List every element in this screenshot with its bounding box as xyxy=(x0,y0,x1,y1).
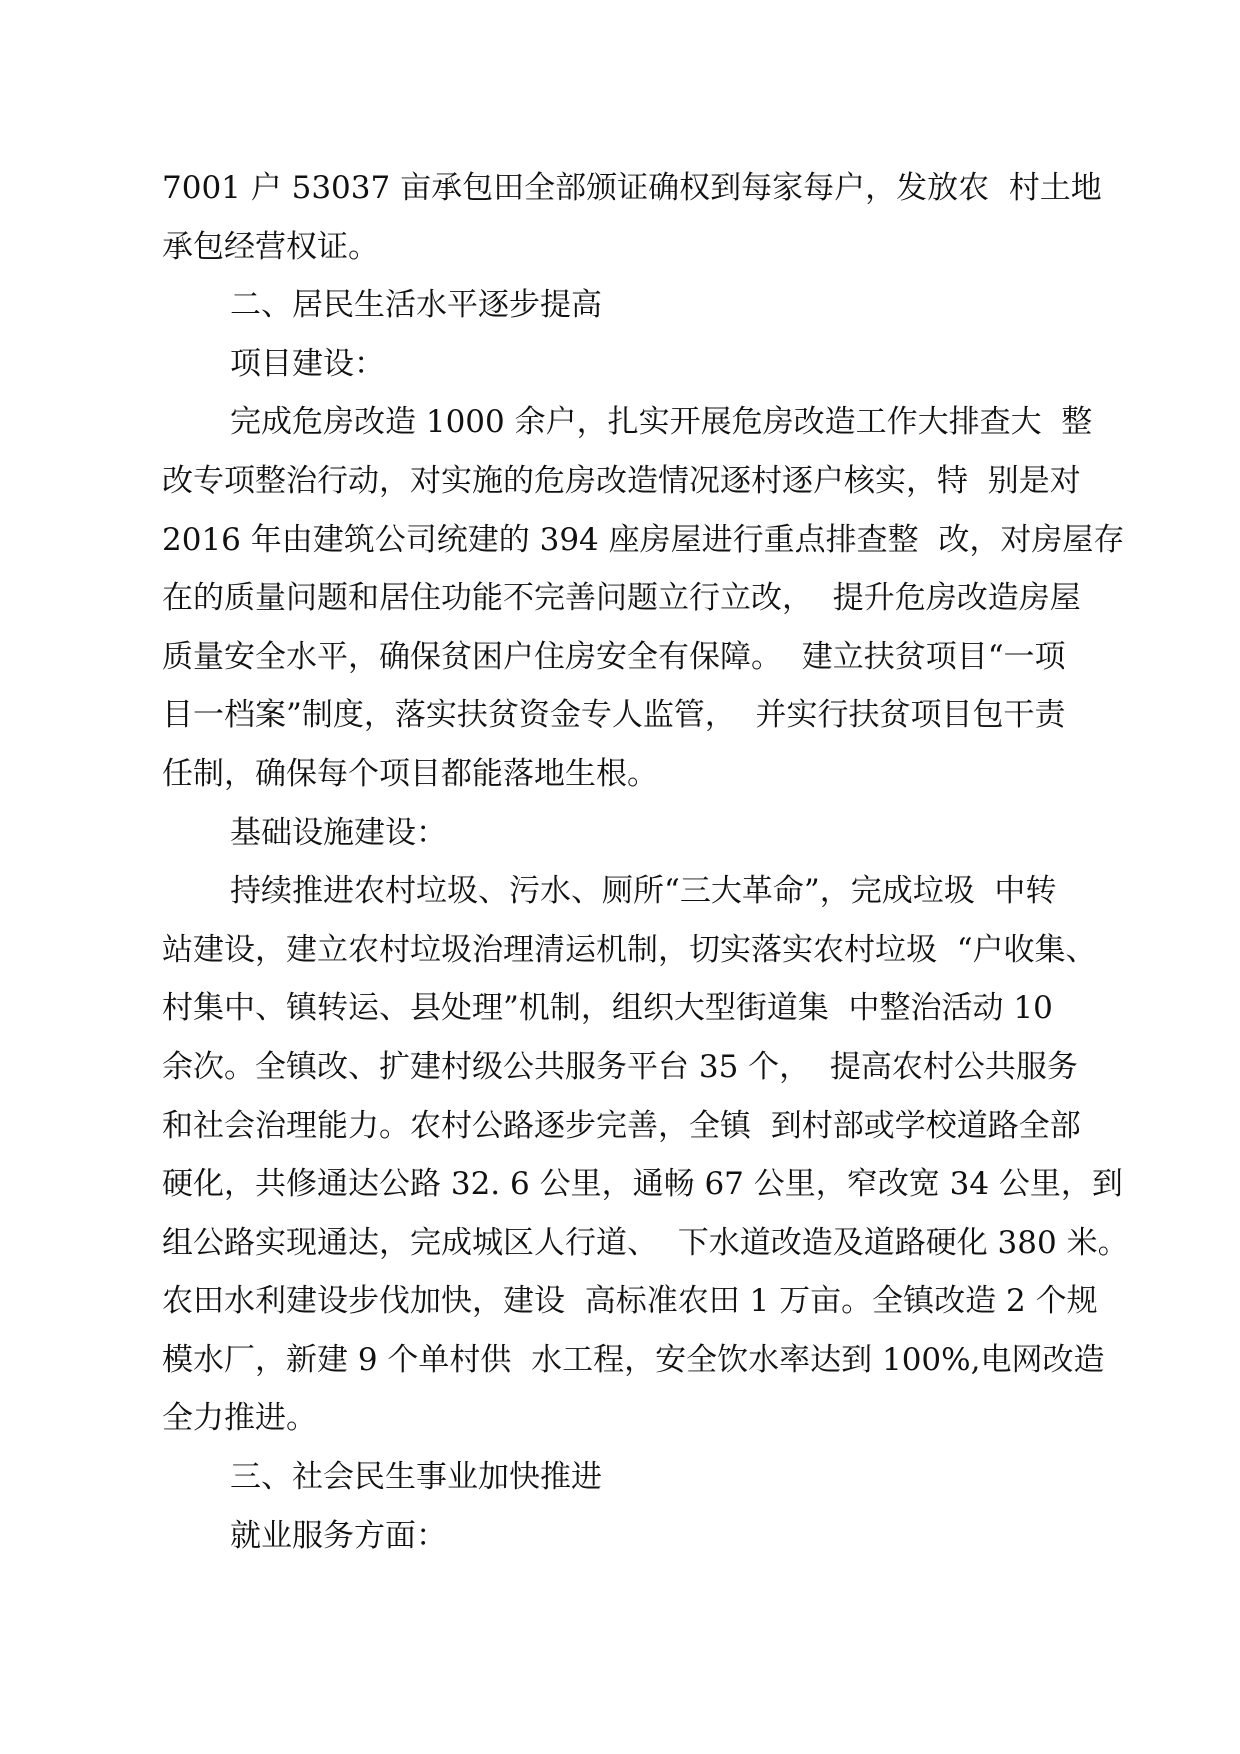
text-line: 村集中、镇转运、县处理”机制，组织大型街道集 中整治活动 10 xyxy=(162,990,1053,1027)
text-line: 2016 年由建筑公司统建的 394 座房屋进行重点排查整 改，对房屋存 xyxy=(162,521,1125,558)
text-line: 余次。全镇改、扩建村级公共服务平台 35 个， 提高农村公共服务 xyxy=(162,1048,1078,1085)
text-line: 任制，确保每个项目都能落地生根。 xyxy=(162,755,658,792)
text-line: 硬化，共修通达公路 32. 6 公里，通畅 67 公里，窄改宽 34 公里，到 xyxy=(162,1166,1123,1203)
text-line: 质量安全水平，确保贫困户住房安全有保障。 建立扶贫项目“一项 xyxy=(162,638,1066,675)
text-line: 基础设施建设： xyxy=(230,814,447,851)
text-line: 二、居民生活水平逐步提高 xyxy=(230,287,602,324)
text-line: 承包经营权证。 xyxy=(162,228,379,265)
text-line: 目一档案”制度，落实扶贫资金专人监管， 并实行扶贫项目包干责 xyxy=(162,697,1066,734)
text-line: 模水厂，新建 9 个单村供 水工程，安全饮水率达到 100%,电网改造 xyxy=(162,1341,1105,1378)
text-line: 就业服务方面： xyxy=(230,1517,447,1554)
text-line: 站建设，建立农村垃圾治理清运机制，切实落实农村垃圾 “户收集、 xyxy=(162,931,1097,968)
text-line: 改专项整治行动，对实施的危房改造情况逐村逐户核实，特 别是对 xyxy=(162,462,1081,499)
text-line: 在的质量问题和居住功能不完善问题立行立改， 提升危房改造房屋 xyxy=(162,580,1081,617)
text-line: 完成危房改造 1000 余户，扎实开展危房改造工作大排查大 整 xyxy=(230,404,1093,441)
text-line: 项目建设： xyxy=(230,345,385,382)
text-line: 和社会治理能力。农村公路逐步完善，全镇 到村部或学校道路全部 xyxy=(162,1107,1081,1144)
text-line: 农田水利建设步伐加快，建设 高标准农田 1 万亩。全镇改造 2 个规 xyxy=(162,1283,1098,1320)
text-line: 全力推进。 xyxy=(162,1400,317,1437)
text-line: 三、社会民生事业加快推进 xyxy=(230,1459,602,1496)
text-line: 7001 户 53037 亩承包田全部颁证确权到每家每户，发放农 村土地 xyxy=(162,170,1102,206)
document-body xyxy=(162,159,1129,1565)
text-line: 持续推进农村垃圾、污水、厕所“三大革命”，完成垃圾 中转 xyxy=(230,873,1057,910)
text-line: 组公路实现通达，完成城区人行道、 下水道改造及道路硬化 380 米。 xyxy=(162,1224,1129,1261)
